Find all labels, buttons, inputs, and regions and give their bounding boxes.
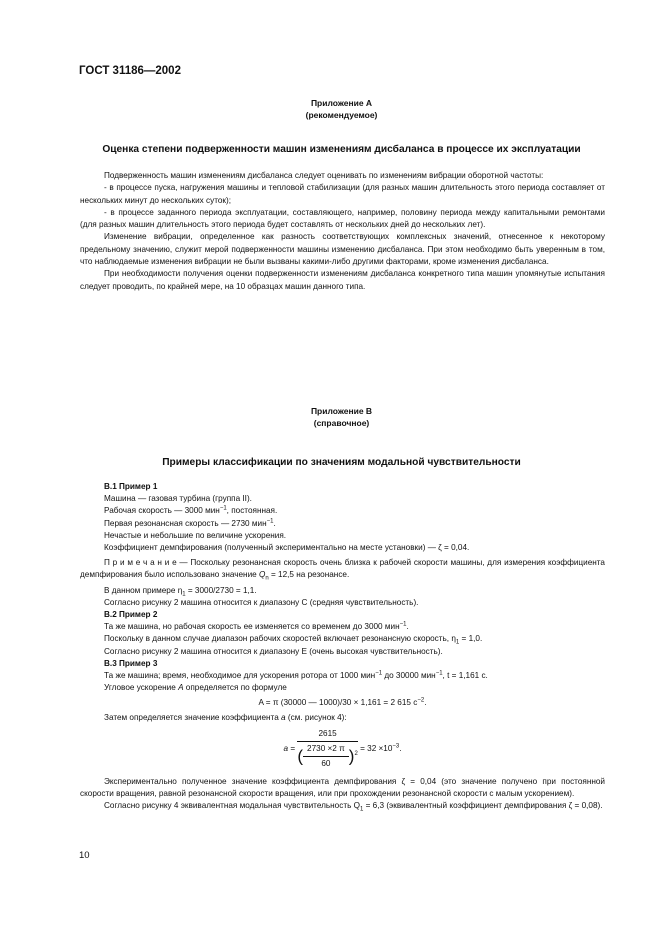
annex-b-heading <box>79 405 604 429</box>
annex-a-title: Оценка степени подверженности машин изменениям дисбаланса в процессе их эксплуатации <box>102 144 581 155</box>
paragraph: Подверженность машин изменениям дисбаланса следует оценивать по изменениям вибрации оборотной частоты: <box>104 171 544 180</box>
experimental-paragraph: Экспериментально полученное значение коэффициента демпфирования ζ = 0,04 (это значение получено при постоянной скорости вращения, равной резонансной скорости вращения, или при прохождении резонансной скорости с малым ускорением). <box>80 776 605 799</box>
formula-accel: A = π (30000 — 1000)/30 × 1,161 = 2 615 $с^{-2}$. <box>258 697 427 708</box>
example-1-heading: В.1 Пример 1 <box>104 482 158 491</box>
accel-intro: Угловое ускорение A определяется по формуле <box>104 683 287 693</box>
list-item: - в процессе пуска, нагружения машины и тепловой стабилизации (для разных машин длительность этого периода составляет от нескольких минут до нескольких суток); <box>80 183 605 205</box>
figure4-paragraph: Согласно рисунку 4 эквивалентная модальная чувствительность $Q_1 = 6,3$ (эквивалентный коэффициент демпфирования ζ = 0,08). <box>104 801 603 813</box>
eta-line: В данном примере $\eta_1 = 3000/2730 = 1,1$. <box>104 585 257 598</box>
note: П р и м е ч а н и е — Поскольку резонансная скорость очень близка к рабочей скорости машины, для измерения коэффициента демпфирования было использовано значение $Q_n = 12,5$ на резонансе. <box>80 558 605 583</box>
accel-line: Нечастые и небольшие по величине ускорения. <box>104 530 287 540</box>
formula-coefficient: a = 2615 ( $\frac{2730 \times 2 \pi}{60}$ )$^2$ = $32 \times 10^{-3}$. <box>283 728 402 768</box>
conclusion-2: Согласно рисунку 2 машина относится к диапазону Е (очень высокая чувствительность). <box>104 646 443 656</box>
list-item: - в процессе заданного периода эксплуатации, составляющего, например, половину периода между капитальными ремонтами (для разных машин длительность этого периода будет составлять от нескольких дней до нескольких лет). <box>80 207 605 230</box>
annex-b-title: Примеры классификации по значениям модальной чувствительности <box>162 457 521 468</box>
paragraph: При необходимости получения оценки подверженности изменениям дисбаланса конкретного типа машин упомянутые испытания следует проводить, по крайней мере, на 10 образцах машин данного типа. <box>80 269 605 291</box>
annex-b-label: Приложение В <box>310 406 373 416</box>
annex-a-heading <box>79 97 604 121</box>
machine-line: Машина — газовая турбина (группа II). <box>104 494 252 504</box>
conclusion-1: Согласно рисунку 2 машина относится к диапазону С (средняя чувствительность). <box>104 597 419 607</box>
damping-line: Коэффициент демпфирования (полученный экспериментально на месте установки) — ζ = 0,04. <box>104 543 470 553</box>
resonance-line: Первая резонансная скорость — 2730 мин$^{-1}$. <box>104 517 276 528</box>
ex2-line2: Поскольку в данном случае диапазон рабочих скоростей включает резонансную скорость, $\eta_1 = 1,0$. <box>104 634 483 647</box>
example-3-heading: В.3 Пример 3 <box>104 658 158 668</box>
annex-b-status: (справочное) <box>313 418 370 428</box>
annex-a-label: Приложение А <box>310 98 373 108</box>
coef-intro: Затем определяется значение коэффициента a (см. рисунок 4): <box>104 712 347 722</box>
paragraph: Изменение вибрации, определенное как разность соответствующих комплексных значений, отнесенное к некоторому предельному значению, служит мерой подверженности машины изменению дисбаланса. При этом необходимо быть уверенным в том, что наблюдаемые изменения вибрации не были вызваны какими-либо другими факторами, кроме изменения дисбаланса. <box>80 232 605 267</box>
standard-header: ГОСТ 31186—2002 <box>79 65 181 77</box>
example-1 <box>80 481 605 812</box>
annex-a-status: (рекомендуемое) <box>305 110 378 120</box>
ex3-line1: Та же машина; время, необходимое для ускорения ротора от 1000 мин$^{-1}$ до 30000 мин$^{-1}$, t = 1,161 с. <box>104 670 488 681</box>
page-number: 10 <box>79 850 90 861</box>
speed-line: Рабочая скорость — 3000 мин$^{-1}$, постоянная. <box>104 505 278 516</box>
example-2-heading: В.2 Пример 2 <box>104 610 158 620</box>
annex-a-body <box>80 170 605 293</box>
ex2-line1: Та же машина, но рабочая скорость ее изменяется со временем до 3000 мин$^{-1}$. <box>104 621 409 632</box>
